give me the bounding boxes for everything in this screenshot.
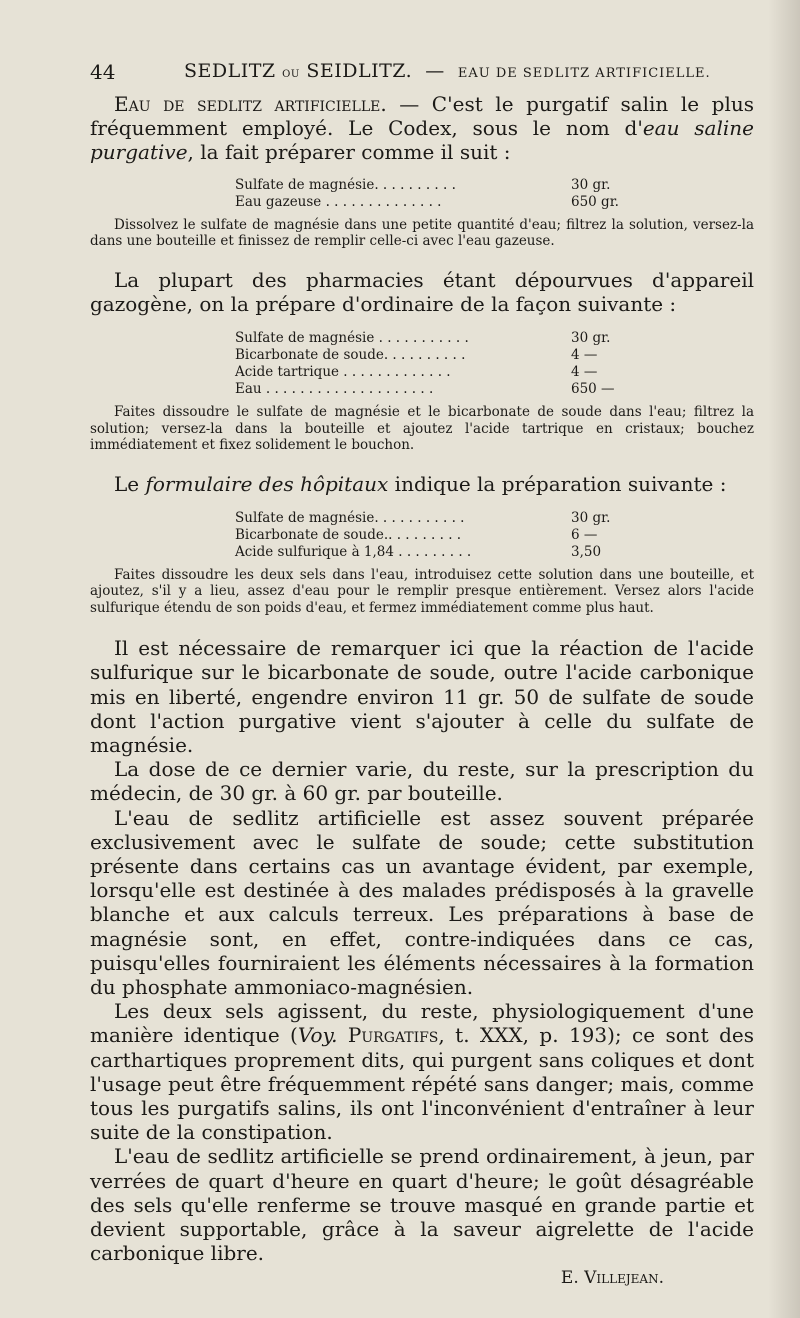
p7-italic: Voy. [297,1023,338,1048]
recipe-row [235,527,623,544]
note-2: Faites dissoudre le sulfate de magnésie et le bicarbonate de soude dans l'eau; filtrez la solution; versez-la dans la bouteille et ajoutez l'acide tartrique en cristaux; bouchez immédiatement et fixez solidement le bouchon. [90,404,754,454]
intro-italic: eau saline purgative [90,116,754,165]
ingredient-label: Sulfate de magnésie. . . . . . . . . . . [235,509,465,526]
p3-text-a: Le [114,471,146,496]
ingredient-label: Acide sulfurique à 1,84 . . . . . . . . . [235,543,472,560]
author-signature: E. Villejean. [560,1267,664,1288]
title-alt: SEIDLITZ. [306,60,413,82]
ingredient-amount: 30 gr. [571,176,611,193]
intro-text-a: — C'est le purgatif salin le plus fréquemment employé. Le Codex, sous le nom d' [90,92,754,141]
recipe-table-2 [235,330,623,398]
ingredient-amount: 30 gr. [571,509,611,526]
recipe-row [235,330,623,347]
page-body [90,92,754,1288]
p7-text-b: , t. XXX, p. 193); ce sont des carthartiques proprement dits, qui purgent sans coliques et dont l'usage peut être fréquemment répété sans danger; mais, comme tous les purgatifs salins, ils ont l'inconvénient d'entraîner à leur suite de la constipation. [90,1023,754,1145]
note-1: Dissolvez le sulfate de magnésie dans une petite quantité d'eau; filtrez la solution, versez-la dans une bouteille et finissez de remplir celle-ci avec l'eau gazeuse. [90,216,754,250]
note-3: Faites dissoudre les deux sels dans l'eau, introduisez cette solution dans une bouteille, et ajoutez, s'il y a lieu, assez d'eau pour le remplir presque entièrement. Versez alors l'acide sulfurique étendu de son poids d'eau, et fermez immédiatement comme plus haut. [90,566,754,616]
running-header [90,58,750,88]
ingredient-label: Acide tartrique . . . . . . . . . . . . . [235,364,451,381]
paragraph-intro [90,92,754,165]
recipe-row [235,381,623,398]
ingredient-label: Eau gazeuse . . . . . . . . . . . . . . [235,193,442,210]
ingredient-amount: 650 gr. [571,193,619,210]
recipe-row [235,364,623,381]
p7-text-a: Les deux sels agissent, du reste, physiologiquement d'une manière identique ( [90,999,754,1048]
recipe-row [235,347,623,364]
intro-text-b: , la fait préparer comme il suit : [187,140,511,165]
recipe-row [235,194,623,211]
ingredient-amount: 6 — [571,526,598,543]
entry-lead: Eau de sedlitz artificielle. [114,92,387,116]
ingredient-amount: 4 — [571,364,598,381]
recipe-row [235,544,623,561]
p3-text-b: indique la préparation suivante : [388,471,727,496]
ingredient-label: Bicarbonate de soude. . . . . . . . . . [235,347,466,364]
paragraph-3 [90,472,754,496]
paragraph-6: L'eau de sedlitz artificielle est assez souvent préparée exclusivement avec le sulfate de soude; cette substitution présente dans certains cas un avantage évident, par exemple, lorsqu'elle est destinée à des malades prédisposés à la gravelle blanche et aux calculs terreux. Les préparations à base de magnésie sont, en effet, contre-indiquées dans ce cas, puisqu'elles fourniraient les éléments nécessaires à la formation du phosphate ammoniaco-magnésien. [90,805,754,1000]
title-ou: ou [282,65,300,81]
ingredient-amount: 30 gr. [571,330,611,347]
ingredient-amount: 3,50 [571,543,602,560]
ingredient-amount: 650 — [571,381,615,398]
ingredient-amount: 4 — [571,347,598,364]
paragraph-2: La plupart des pharmacies étant dépourvues d'appareil gazogène, on la prépare d'ordinaire de la façon suivante : [90,267,754,316]
page-number: 44 [90,60,116,84]
paragraph-4: Il est nécessaire de remarquer ici que la réaction de l'acide sulfurique sur le bicarbonate de soude, outre l'acide carbonique mis en liberté, engendre environ 11 gr. 50 de sulfate de soude dont l'action purgative vient s'ajouter à celle du sulfate de magnésie. [90,636,754,758]
recipe-row [235,510,623,527]
title-dash: — [425,60,445,82]
ingredient-label: Sulfate de magnésie. . . . . . . . . . [235,176,456,193]
ingredient-label: Bicarbonate de soude.. . . . . . . . . [235,526,462,543]
ingredient-label: Sulfate de magnésie . . . . . . . . . . . [235,330,469,347]
title-main: SEDLITZ [184,60,276,82]
recipe-table-1 [235,177,623,211]
ingredient-label: Eau . . . . . . . . . . . . . . . . . . . . [235,381,434,398]
paragraph-7 [90,999,754,1144]
p3-italic: formulaire des hôpitaux [145,471,389,496]
title-subtitle: EAU DE SEDLITZ ARTIFICIELLE. [457,66,711,81]
page-edge-shadow [768,0,800,1318]
paragraph-8: L'eau de sedlitz artificielle se prend ordinairement, à jeun, par verrées de quart d'heure en quart d'heure; le goût désagréable des sels qu'elle renferme se trouve masqué en grande partie et devient supportable, grâce à la saveur aigrelette de l'acide carbonique libre. [90,1144,754,1266]
recipe-table-3 [235,510,623,561]
running-title [184,60,711,82]
recipe-row [235,177,623,194]
p7-smallcaps: Purgatifs [337,1023,439,1048]
paragraph-5: La dose de ce dernier varie, du reste, sur la prescription du médecin, de 30 gr. à 60 gr. par bouteille. [90,757,754,806]
